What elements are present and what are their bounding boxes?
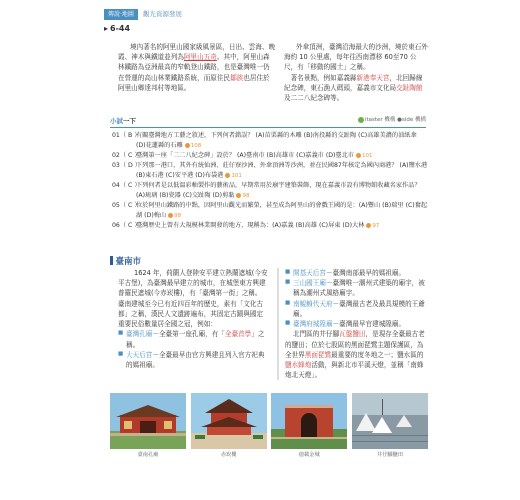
chapter-subtitle: 觀光資源發展 xyxy=(143,10,183,18)
year-badge-number: 101 xyxy=(362,153,373,159)
quiz-item-text: 臺灣第一座「二二八紀念碑」設於？ (A)臺南市 (B)高雄市 (C)嘉義市 (D)臺北市 xyxy=(136,152,354,159)
intro-left xyxy=(118,42,276,93)
pavilion-icon xyxy=(191,393,267,449)
page-header xyxy=(104,9,424,21)
quiz-list xyxy=(112,131,428,231)
body-right-column xyxy=(277,268,427,380)
photo-strip xyxy=(110,393,428,463)
year-badge-icon xyxy=(236,193,241,198)
quiz-item xyxy=(112,201,428,221)
fort-gate-icon xyxy=(271,393,347,449)
source-dot-icon xyxy=(358,117,364,123)
photo-confucius-temple xyxy=(110,393,186,463)
temple-item: ■ 臺灣孔廟－全臺第一座孔廟，有「全臺首學」之稱。 xyxy=(118,329,268,349)
page-number xyxy=(104,23,130,35)
body-left-column xyxy=(118,268,268,370)
quiz-item-text: 臺灣歷史上曾有大規模林業開發的地方，現稱為：(A)嘉義 (B)高雄 (C)屏東 (D)大林 xyxy=(136,222,365,229)
year-badge-number: 97 xyxy=(372,223,380,229)
salt-field-icon xyxy=(352,393,428,449)
photo-caption: 赤崁樓 xyxy=(220,452,237,458)
photo-chihkan-tower xyxy=(191,393,267,463)
quiz-item xyxy=(112,131,428,151)
quiz-item-number: 04（ C ） xyxy=(112,182,141,189)
salt-field-paragraph: 北門區的井仔腳瓦盤鹽田，是現存全臺最古老的鹽田；位於七股區的黑面琵鷺主題保護區，為全世界黑面琵鷺最重要的度冬地之一；鹽水區的鹽水蜂炮活動，與新北市平溪天燈，並稱「南蜂炮北天燈」。 xyxy=(285,330,425,380)
year-badge-icon xyxy=(168,213,173,218)
year-badge-number: 108 xyxy=(190,143,202,149)
year-badge-icon xyxy=(356,153,361,158)
quiz-title-text: 一下 xyxy=(123,117,136,125)
year-badge-number: 98 xyxy=(242,193,250,199)
year-badge-number: 101 xyxy=(231,173,242,179)
quiz-title xyxy=(110,116,136,126)
photo-caption: 井仔腳鹽田 xyxy=(376,452,403,458)
title-bar-icon xyxy=(110,256,113,265)
quiz-item-number: 03（ D ） xyxy=(112,162,141,169)
quiz-header xyxy=(110,116,426,128)
quiz-item-number: 01（ B ） xyxy=(112,132,141,139)
quiz-item xyxy=(112,221,428,231)
page-number-text: 6-44 xyxy=(110,24,131,33)
quiz-item xyxy=(112,161,428,181)
quiz-item-text: 有關臺灣地方工藝之敘述，下列何者錯誤？ (A)苗栗縣的木雕 (B)南投縣的交趾陶 (C)高雄美濃的油紙傘 (D)花蓮縣的石雕 xyxy=(136,132,417,149)
quiz-sources-text: itaster 機構 ●side 機構 xyxy=(364,117,426,123)
quiz-item xyxy=(112,151,428,161)
quiz-item-text: 位於阿里山鐵路的中點，因阿里山觀光而繁榮，甚至成為阿里山的會戲王國的是：(A)豐山 (B)瑞里 (C)奮起湖 (D)梅山 xyxy=(136,202,428,219)
photo-salt-field xyxy=(352,393,428,463)
quiz-item-number: 06（ C ） xyxy=(112,222,141,229)
photo-caption: 億載金城 xyxy=(298,452,320,458)
photo-eternal-fortress xyxy=(271,393,347,463)
intro-right xyxy=(284,42,429,103)
temple-item: ■ 南鯤鯓代天府－臺灣最古老及最具規模的王爺廟。 xyxy=(285,299,427,319)
temple-item: ■ 大天后宮－全臺最早由官方興建且列入官方祀典的媽祖廟。 xyxy=(118,350,268,370)
temple-item: ■ 開基天后宮－臺灣南部最早的媽祖廟。 xyxy=(285,268,427,278)
temple-item: ■ 三山國王廟－臺灣唯一潮州式建築的廟宇，被稱為潮州式風格廟宇。 xyxy=(285,278,427,298)
temple-list-right xyxy=(285,268,427,329)
year-badge-icon xyxy=(225,173,230,178)
quiz-title-tag: 小試 xyxy=(110,117,123,125)
year-badge-number: 98 xyxy=(174,213,182,219)
year-badge-icon xyxy=(366,223,371,228)
quiz-item-text: 下列何者是以低溫彩釉製作的藝術品，早期常用於廟宇建築裝飾，現在嘉義市設有博物館收藏名家作品？ (A)琉璃 (B)瓷器 (C)交趾陶 (D)剪黏 xyxy=(136,182,421,199)
quiz-item-number: 05（ C ） xyxy=(112,202,141,209)
quiz-item-text: 下列那一港口，其外有統仙洲、莊仔寮沙洲、外傘頂洲等沙洲，並在民國87年核定為國內商港？ (A)鹽水港 (B)東石港 (C)安平港 (D)布袋港 xyxy=(136,162,428,179)
history-paragraph: 1624 年，荷蘭人登陸安平建立熱蘭遮城(今安平古堡)，為臺灣最早建立的城市，在城堡東方興建普羅民遮城(今赤崁樓)，有「臺灣第一街」之稱。臺南建城至今已有近四百年的歷史，素有「文化古都」之稱，漢民人文遺跡遍布，其固定古蹟與國定重要民俗數量居全國之冠，例如： xyxy=(118,269,268,329)
chapter-tag: 傳說‧地圖 xyxy=(104,9,138,20)
temple-item: ■ 臺灣府城隍廟－臺灣最早官建城隍廟。 xyxy=(285,319,427,329)
arrow-icon: ▸ xyxy=(104,24,109,33)
year-badge-icon xyxy=(185,143,190,148)
photo-caption: 臺南孔廟 xyxy=(137,452,159,458)
temple-list xyxy=(118,329,268,370)
intro-right-paragraph: 外傘頂洲，臺灣沿海最大的沙洲，境於東石外海約 10 公里處，每年往西南漂移 60至70 公尺，有「移動的國土」之稱。 著名景點，例如嘉義縣新港奉天宮，北回歸線紀念碑，東石漁人碼頭，嘉義市文化局交趾陶館及二二八紀念碑等。 xyxy=(284,43,428,103)
intro-left-paragraph: 境內著名的阿里山國家級風景區，日出、雲海、晚霞、神木與鐵道並列為阿里山五奇。其中，阿里山森林鐵路為亞洲最高的窄軌登山鐵路，也是臺灣唯一仍在營運的高山林業鐵路系統，而原住民鄒族也居住於阿里山鄉達邦村等地區。 xyxy=(118,43,276,92)
quiz-item-number: 02（ C ） xyxy=(112,152,141,159)
quiz-item xyxy=(112,181,428,201)
temple-gate-icon xyxy=(110,393,186,449)
quiz-sources xyxy=(357,116,426,125)
city-name: 臺南市 xyxy=(115,257,142,267)
